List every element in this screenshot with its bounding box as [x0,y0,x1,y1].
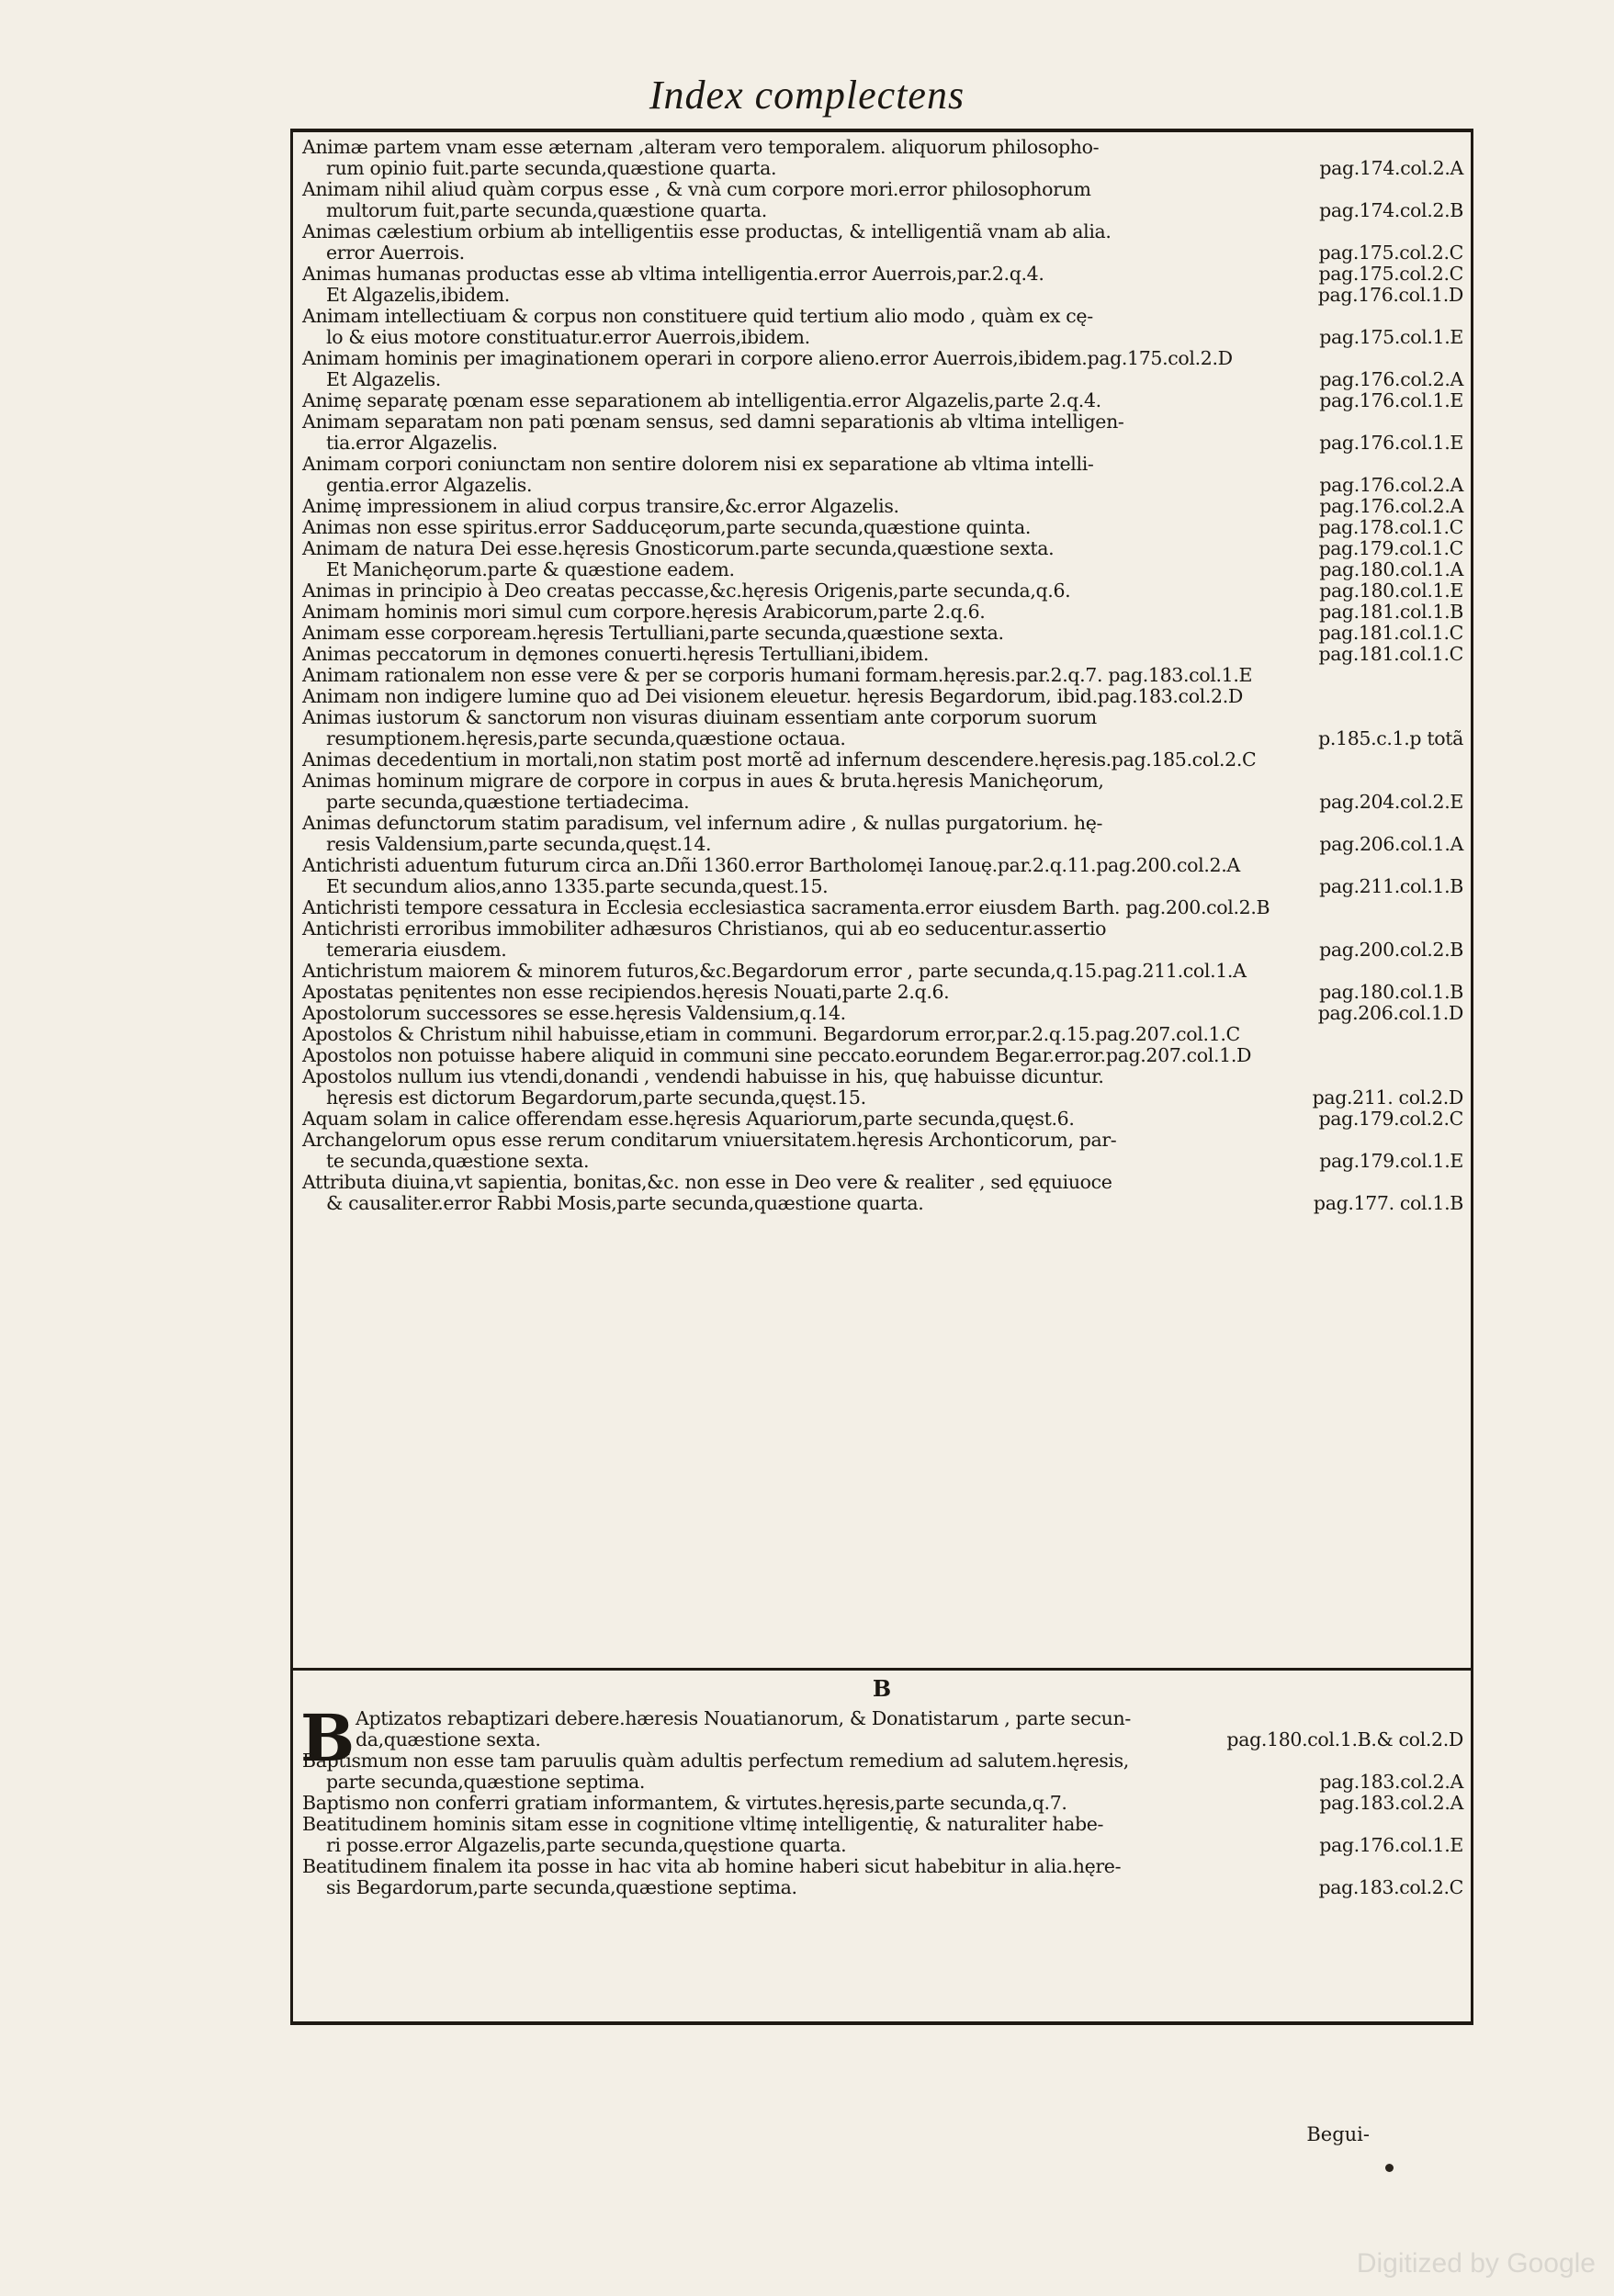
index-entry [293,559,1471,580]
entry-text-line: Animam separatam non pati pœnam sensus, sed damni separationis ab vltima intelligen- [302,411,1124,433]
index-entry [293,390,1471,411]
page-reference: pag.183.col.2.A [1319,1771,1463,1793]
entry-text-line: Et Manichęorum.parte & quæstione eadem. [326,558,735,580]
entry-text-line: Et Algazelis,ibidem. [326,284,510,306]
entry-text-line: Archangelorum opus esse rerum conditarum vniuersitatem.hęresis Archonticorum, par- [302,1129,1117,1151]
page-reference: pag.175.col.2.C [1318,263,1463,285]
entry-text-line: Beatitudinem finalem ita posse in hac vita ab homine haberi sicut habebitur in alia.hęre- [302,1855,1122,1877]
entry-text-line: tia.error Algazelis. [326,432,498,454]
entry-text-line: rum opinio fuit.parte secunda,quæstione quarta. [326,157,777,179]
entry-text-line: Animę separatę pœnam esse separationem ab intelligentia.error Algazelis,parte 2.q.4. [302,389,1101,411]
entry-text-line: Animam hominis per imaginationem operari in corpore alieno.error Auerrois,ibidem.pag.175.col.2.D [302,347,1233,369]
entry-text-line: ri posse.error Algazelis,parte secunda,quęstione quarta. [326,1834,847,1856]
index-frame [290,129,1473,2145]
drop-cap-b: B [300,1700,356,1776]
entry-text-line: Antichristi aduentum futurum circa an.Dñi 1360.error Bartholomęi Ianouę.par.2.q.11.pag.200.col.2.A [302,854,1240,876]
entry-text-line: Apostolorum successores se esse.hęresis Valdensium,q.14. [302,1002,846,1024]
page-reference: pag.206.col.1.D [1317,1002,1463,1024]
entry-text-line: Et Algazelis. [326,368,441,390]
page-reference: pag.176.col.1.E [1319,1834,1463,1856]
entry-text-line: Baptismum non esse tam paruulis quàm adultis perfectum remedium ad salutem.hęresis, [302,1750,1129,1772]
entry-text-line: Animam non indigere lumine quo ad Dei visionem eleuetur. hęresis Begardorum, ibid.pag.183.col.2.D [302,685,1244,707]
page-reference: pag.179.col.1.C [1318,537,1463,559]
page-reference: p.185.c.1.p totã [1318,727,1463,749]
entry-text-line: error Auerrois. [326,242,465,264]
index-entry [293,580,1471,602]
entry-text-line: parte secunda,quæstione tertiadecima. [326,791,690,813]
page-reference: pag.178.col.1.C [1318,516,1463,538]
index-list-a [293,137,1471,1214]
entry-text-line: Animas peccatorum in dęmones conuerti.hęresis Tertulliani,ibidem. [302,643,930,665]
entry-text-line: Antichristum maiorem & minorem futuros,&c.Begardorum error , parte secunda,q.15.pag.211.col.1.A [302,960,1247,982]
page-reference: pag.211.col.1.B [1319,875,1463,897]
entry-text-line: gentia.error Algazelis. [326,474,533,496]
page-reference: pag.175.col.1.E [1319,326,1463,348]
entry-text-line: resumptionem.hęresis,parte secunda,quæstione octaua. [326,727,846,749]
index-entry [293,306,1471,348]
entry-text-line: Beatitudinem hominis sitam esse in cognitione vltimę intelligentię, & naturaliter habe- [302,1813,1104,1835]
page-reference: pag.179.col.1.E [1319,1150,1463,1172]
index-entry [293,961,1471,982]
entry-text-line: Animam intellectiuam & corpus non constituere quid tertium alio modo , quàm ex cę- [302,305,1093,327]
entry-text-line: Aptizatos rebaptizari debere.hæresis Nouatianorum, & Donatistarum , parte secun- [356,1707,1131,1729]
index-entry [293,454,1471,496]
index-entry [293,496,1471,517]
index-entry [293,285,1471,306]
entry-text-line: Animam de natura Dei esse.hęresis Gnosticorum.parte secunda,quæstione sexta. [302,537,1055,559]
watermark: Digitized by Google [1356,2248,1596,2279]
index-entry [293,1793,1471,1814]
index-entry [293,1708,1471,1750]
page-reference: pag.183.col.2.C [1318,1876,1463,1898]
page-reference: pag.176.col.2.A [1319,368,1463,390]
entry-text-line: lo & eius motore constituatur.error Auerrois,ibidem. [326,326,810,348]
page-reference: pag.204.col.2.E [1319,791,1463,813]
index-entry [293,644,1471,665]
entry-text-line: Animas non esse spiritus.error Sadducęorum,parte secunda,quæstione quinta. [302,516,1032,538]
index-entry [293,1814,1471,1856]
index-entry [293,897,1471,918]
index-entry [293,221,1471,264]
page-reference: pag.181.col.1.C [1318,643,1463,665]
index-entry [293,1130,1471,1172]
index-entry [293,1066,1471,1109]
entry-text-line: Animam nihil aliud quàm corpus esse , & vnà cum corpore mori.error philosophorum [302,178,1091,200]
entry-text-line: sis Begardorum,parte secunda,quæstione septima. [326,1876,797,1898]
index-entry [293,348,1471,369]
entry-text-line: temeraria eiusdem. [326,939,507,961]
entry-text-line: Antichristi erroribus immobiliter adhæsuros Christianos, qui ab eo seducentur.assertio [302,917,1107,940]
index-entry [293,1750,1471,1793]
page-reference: pag.177. col.1.B [1313,1192,1463,1214]
entry-text-line: Antichristi tempore cessatura in Ecclesia ecclesiastica sacramenta.error eiusdem Barth. pag.200.col.2.B [302,896,1270,918]
index-entry [293,1003,1471,1024]
index-list-b [293,1700,1471,1898]
page-reference: pag.180.col.1.B [1319,981,1463,1003]
entry-text-line: te secunda,quæstione sexta. [326,1150,590,1172]
entry-text-line: multorum fuit,parte secunda,quæstione quarta. [326,199,767,221]
entry-text-line: Animam corpori coniunctam non sentire dolorem nisi ex separatione ab vltima intelli- [302,453,1094,475]
page-reference: pag.176.col.2.A [1319,474,1463,496]
entry-text-line: Animas cælestium orbium ab intelligentiis esse productas, & intelligentiã vnam ab alia. [302,220,1112,242]
page-reference: pag.180.col.1.E [1319,580,1463,602]
entry-text-line: Animam hominis mori simul cum corpore.hęresis Arabicorum,parte 2.q.6. [302,601,986,623]
page-reference: pag.176.col.1.E [1319,389,1463,411]
page-reference: pag.180.col.1.B.& col.2.D [1226,1728,1463,1750]
entry-text-line: Animæ partem vnam esse æternam ,alteram vero temporalem. aliquorum philosopho- [302,136,1100,158]
page-reference: pag.176.col.1.E [1319,432,1463,454]
page-reference: pag.174.col.2.B [1319,199,1463,221]
index-entry [293,982,1471,1003]
entry-text-line: Animas hominum migrare de corpore in corpus in aues & bruta.hęresis Manichęorum, [302,770,1104,792]
entry-text-line: Aquam solam in calice offerendam esse.hęresis Aquariorum,parte secunda,quęst.6. [302,1108,1075,1130]
entry-text-line: Animas defunctorum statim paradisum, vel infernum adire , & nullas purgatorium. hę- [302,812,1103,834]
index-entry [293,623,1471,644]
entry-text-line: Animę impressionem in aliud corpus transire,&c.error Algazelis. [302,495,899,517]
index-entry [293,1045,1471,1066]
page-reference: pag.206.col.1.A [1319,833,1463,855]
entry-text-line: Apostolos nullum ius vtendi,donandi , vendendi habuisse in his, quę habuisse dicuntur. [302,1065,1104,1087]
catchword: Begui- [1306,2123,1370,2145]
index-entry [293,264,1471,285]
index-entry [293,411,1471,454]
entry-text-line: da,quæstione sexta. [356,1728,541,1750]
index-entry [293,876,1471,897]
page-reference: pag.179.col.2.C [1318,1108,1463,1130]
index-entry [293,665,1471,686]
page-reference: pag.180.col.1.A [1319,558,1463,580]
index-entry [293,918,1471,961]
page-title: Index complectens [649,73,965,118]
entry-text-line: Animas decedentium in mortali,non statim post mortẽ ad infernum descendere.hęresis.pag.185.col.2.C [302,748,1257,771]
index-entry [293,1172,1471,1214]
index-entry [293,686,1471,707]
index-entry [293,1109,1471,1130]
entry-text-line: resis Valdensium,parte secunda,quęst.14. [326,833,712,855]
index-entry [293,813,1471,855]
page-reference: pag.183.col.2.A [1319,1792,1463,1814]
page-reference: pag.211. col.2.D [1312,1086,1463,1109]
index-entry [293,517,1471,538]
page-reference: pag.200.col.2.B [1319,939,1463,961]
page-reference: pag.175.col.2.C [1318,242,1463,264]
page-reference: pag.176.col.2.A [1319,495,1463,517]
page-reference: pag.176.col.1.D [1317,284,1463,306]
entry-text-line: & causaliter.error Rabbi Mosis,parte secunda,quæstione quarta. [326,1192,924,1214]
page-reference: pag.181.col.1.C [1318,622,1463,644]
index-entry [293,538,1471,559]
index-entry [293,369,1471,390]
index-entry [293,707,1471,749]
entry-text-line: Apostatas pęnitentes non esse recipiendos.hęresis Nouati,parte 2.q.6. [302,981,950,1003]
page-reference: pag.174.col.2.A [1319,157,1463,179]
entry-text-line: Baptismo non conferri gratiam informantem, & virtutes.hęresis,parte secunda,q.7. [302,1792,1067,1814]
entry-text-line: parte secunda,quæstione septima. [326,1771,646,1793]
entry-text-line: Animas iustorum & sanctorum non visuras diuinam essentiam ante corporum suorum [302,706,1097,728]
index-entry [293,137,1471,179]
section-letter-b: B [872,1675,892,1702]
entry-text-line: Animam esse corpoream.hęresis Tertulliani,parte secunda,quæstione sexta. [302,622,1004,644]
page-reference: pag.181.col.1.B [1319,601,1463,623]
entry-text-line: hęresis est dictorum Begardorum,parte secunda,quęst.15. [326,1086,866,1109]
index-entry [293,179,1471,221]
index-entry [293,855,1471,876]
entry-text-line: Animas humanas productas esse ab vltima intelligentia.error Auerrois,par.2.q.4. [302,263,1044,285]
index-entry [293,1856,1471,1898]
index-entry [293,1024,1471,1045]
entry-text-line: Apostolos non potuisse habere aliquid in communi sine peccato.eorundem Begar.error.pag.207.col.1.D [302,1044,1252,1066]
index-entry [293,749,1471,771]
entry-text-line: Animas in principio à Deo creatas peccasse,&c.hęresis Origenis,parte secunda,q.6. [302,580,1071,602]
ink-spot [1385,2164,1394,2172]
entry-text-line: Animam rationalem non esse vere & per se corporis humani formam.hęresis.par.2.q.7. pag.183.col.1.E [302,664,1253,686]
entry-text-line: Et secundum alios,anno 1335.parte secunda,quest.15. [326,875,829,897]
index-entry [293,771,1471,813]
section-divider [293,1668,1471,1671]
index-entry [293,602,1471,623]
entry-text-line: Apostolos & Christum nihil habuisse,etiam in communi. Begardorum error,par.2.q.15.pag.207.col.1.C [302,1023,1240,1045]
entry-text-line: Attributa diuina,vt sapientia, bonitas,&c. non esse in Deo vere & realiter , sed ęquiuoce [302,1171,1112,1193]
